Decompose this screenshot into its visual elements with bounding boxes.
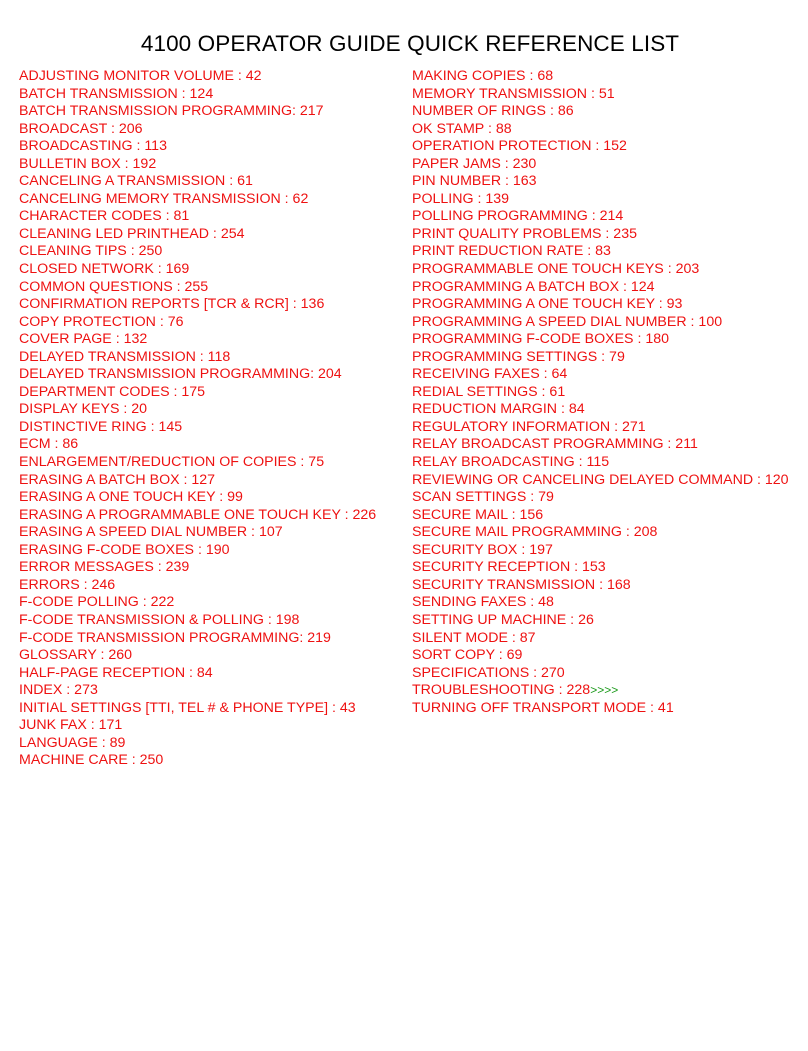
index-entry-link[interactable]: [19, 612, 376, 630]
index-entry-link[interactable]: [412, 173, 789, 191]
index-entry-label: ADJUSTING MONITOR VOLUME : 42: [19, 68, 262, 84]
index-entry-link[interactable]: [412, 489, 789, 507]
index-entry-link[interactable]: [19, 559, 376, 577]
index-entry-label: COMMON QUESTIONS : 255: [19, 278, 209, 295]
index-entry-link[interactable]: [412, 191, 789, 209]
index-entry-label: PROGRAMMING F-CODE BOXES : 180: [412, 331, 669, 348]
index-entry-label: ERROR MESSAGES : 239: [19, 559, 190, 576]
index-entry-link[interactable]: [412, 86, 789, 104]
index-entry-label: MAKING COPIES : 68: [412, 68, 554, 84]
index-entry-link[interactable]: [19, 384, 376, 402]
index-entry-label: POLLING : 139: [412, 190, 509, 207]
index-entry-link[interactable]: [19, 665, 376, 683]
index-entry-label: RELAY BROADCAST PROGRAMMING : 211: [412, 436, 698, 453]
index-entry-label: COPY PROTECTION : 76: [19, 313, 184, 330]
index-entry-label: DISPLAY KEYS : 20: [19, 401, 148, 418]
index-entry-link[interactable]: [19, 226, 376, 244]
left-index-column: [19, 68, 376, 770]
index-entry-label: CANCELING A TRANSMISSION : 61: [19, 173, 253, 190]
index-entry-label: TURNING OFF TRANSPORT MODE : 41: [412, 699, 674, 716]
index-entry-label: OK STAMP : 88: [412, 120, 512, 137]
index-entry-link[interactable]: [412, 121, 789, 139]
index-entry-link[interactable]: [412, 261, 789, 279]
index-entry-link[interactable]: [19, 577, 376, 595]
index-entry-label: OPERATION PROTECTION : 152: [412, 138, 627, 155]
index-entry-link[interactable]: [19, 138, 376, 156]
index-entry-label: PROGRAMMING A ONE TOUCH KEY : 93: [412, 296, 683, 313]
index-entry-label: SCAN SETTINGS : 79: [412, 489, 554, 506]
index-entry-link[interactable]: [412, 68, 789, 86]
index-entry-link[interactable]: [412, 524, 789, 542]
index-entry-label: PROGRAMMING SETTINGS : 79: [412, 348, 625, 365]
index-entry-label: ERASING A BATCH BOX : 127: [19, 471, 216, 488]
index-entry-label: REDUCTION MARGIN : 84: [412, 401, 585, 418]
index-entry-link[interactable]: [19, 735, 376, 753]
index-entry-label: LANGUAGE : 89: [19, 734, 126, 751]
index-entry-link[interactable]: [19, 419, 376, 437]
index-entry-label: RELAY BROADCASTING : 115: [412, 454, 610, 471]
index-entry-label: CLEANING TIPS : 250: [19, 243, 163, 260]
index-entry-link[interactable]: [19, 542, 376, 560]
index-entry-link[interactable]: [412, 314, 789, 332]
index-entry-label: POLLING PROGRAMMING : 214: [412, 208, 624, 225]
index-entry-label: TROUBLESHOOTING : 228: [412, 682, 591, 699]
index-entry-link[interactable]: [19, 454, 376, 472]
index-entry-link[interactable]: [19, 401, 376, 419]
index-entry-label: F-CODE TRANSMISSION PROGRAMMING: 219: [19, 629, 331, 646]
index-entry-label: DISTINCTIVE RING : 145: [19, 418, 183, 435]
index-entry-link[interactable]: [412, 401, 789, 419]
right-index-column: [412, 68, 789, 717]
index-entry-link[interactable]: [19, 472, 376, 490]
index-entry-link[interactable]: [412, 296, 789, 314]
index-entry-link[interactable]: [412, 612, 789, 630]
index-entry-link[interactable]: [412, 665, 789, 683]
index-entry-link[interactable]: [412, 279, 789, 297]
index-entry-link[interactable]: [19, 296, 376, 314]
index-entry-link[interactable]: [412, 542, 789, 560]
index-entry-label: HALF-PAGE RECEPTION : 84: [19, 664, 213, 681]
page-title: 4100 OPERATOR GUIDE QUICK REFERENCE LIST: [140, 31, 680, 56]
index-entry-link[interactable]: [412, 138, 789, 156]
index-entry-label: ERRORS : 246: [19, 576, 116, 593]
index-entry-link[interactable]: [412, 156, 789, 174]
index-entry-label: SECURE MAIL : 156: [412, 506, 544, 523]
index-entry-label: NUMBER OF RINGS : 86: [412, 103, 574, 120]
index-entry-link[interactable]: [412, 331, 789, 349]
index-entry-link[interactable]: [19, 173, 376, 191]
index-entry-label: F-CODE TRANSMISSION & POLLING : 198: [19, 611, 300, 628]
index-entry-label: CHARACTER CODES : 81: [19, 208, 190, 225]
index-entry-label: REVIEWING OR CANCELING DELAYED COMMAND : 120: [412, 471, 789, 488]
index-entry-label: GLOSSARY : 260: [19, 647, 133, 664]
index-entry-link[interactable]: [19, 243, 376, 261]
index-entry-link[interactable]: [412, 454, 789, 472]
index-entry-link[interactable]: [19, 594, 376, 612]
index-entry-link[interactable]: [19, 647, 376, 665]
index-entry-label: CLEANING LED PRINTHEAD : 254: [19, 225, 245, 242]
index-entry-link[interactable]: [19, 682, 376, 700]
index-entry-link[interactable]: [19, 121, 376, 139]
index-entry-link[interactable]: [412, 349, 789, 367]
index-entry-link[interactable]: [19, 68, 376, 86]
index-entry-link[interactable]: [19, 86, 376, 104]
index-entry-link[interactable]: [19, 366, 376, 384]
index-entry-label: F-CODE POLLING : 222: [19, 594, 175, 611]
index-entry-label: BATCH TRANSMISSION : 124: [19, 85, 214, 102]
index-entry-link[interactable]: [19, 314, 376, 332]
index-entry-label: PIN NUMBER : 163: [412, 173, 537, 190]
index-entry-link[interactable]: [412, 647, 789, 665]
index-entry-label: ENLARGEMENT/REDUCTION OF COPIES : 75: [19, 454, 325, 471]
index-entry-link[interactable]: [412, 559, 789, 577]
index-entry-label: PROGRAMMING A SPEED DIAL NUMBER : 100: [412, 313, 723, 330]
index-entry-label: ERASING F-CODE BOXES : 190: [19, 541, 230, 558]
index-entry-link[interactable]: [19, 489, 376, 507]
index-entry-label: BROADCAST : 206: [19, 120, 143, 137]
index-entry-label: SILENT MODE : 87: [412, 629, 536, 646]
index-entry-link[interactable]: [412, 700, 789, 718]
index-entry-link[interactable]: [19, 156, 376, 174]
index-entry-label: BROADCASTING : 113: [19, 138, 167, 155]
index-entry-link[interactable]: [412, 243, 789, 261]
index-entry-label: PROGRAMMABLE ONE TOUCH KEYS : 203: [412, 261, 700, 278]
more-arrows-link[interactable]: >>>>: [590, 683, 619, 698]
index-entry-label: CANCELING MEMORY TRANSMISSION : 62: [19, 190, 309, 207]
index-entry-label: DEPARTMENT CODES : 175: [19, 383, 206, 400]
index-entry-label: COVER PAGE : 132: [19, 331, 148, 348]
index-entry-label: INITIAL SETTINGS [TTI, TEL # & PHONE TYPE] : 43: [19, 699, 356, 716]
index-entry-label: SECURE MAIL PROGRAMMING : 208: [412, 524, 658, 541]
index-entry-label: SENDING FAXES : 48: [412, 594, 554, 611]
index-entry-link[interactable]: [412, 366, 789, 384]
index-entry-label: ERASING A PROGRAMMABLE ONE TOUCH KEY : 226: [19, 506, 377, 523]
index-entry-link[interactable]: [412, 419, 789, 437]
index-entry-link[interactable]: [412, 594, 789, 612]
index-entry-link[interactable]: [412, 384, 789, 402]
index-entry-label: REDIAL SETTINGS : 61: [412, 383, 566, 400]
index-entry-link[interactable]: [412, 630, 789, 648]
index-entry-label: SECURITY RECEPTION : 153: [412, 559, 606, 576]
index-entry-link[interactable]: [19, 524, 376, 542]
index-entry-link[interactable]: [19, 630, 376, 648]
index-entry-label: CONFIRMATION REPORTS [TCR & RCR] : 136: [19, 296, 325, 313]
index-entry-link[interactable]: [19, 436, 376, 454]
index-entry-label: SETTING UP MACHINE : 26: [412, 611, 594, 628]
index-entry-label: BATCH TRANSMISSION PROGRAMMING: 217: [19, 103, 324, 120]
index-entry-link[interactable]: [412, 226, 789, 244]
index-entry-label: SECURITY TRANSMISSION : 168: [412, 576, 631, 593]
index-entry-label: MEMORY TRANSMISSION : 51: [412, 85, 615, 102]
index-entry-label: ERASING A ONE TOUCH KEY : 99: [19, 489, 243, 506]
index-entry-label: SECURITY BOX : 197: [412, 541, 553, 558]
index-entry-label: MACHINE CARE : 250: [19, 752, 164, 769]
index-entry-label: JUNK FAX : 171: [19, 717, 123, 734]
index-entry-link[interactable]: [412, 472, 789, 490]
index-entry-label: PRINT QUALITY PROBLEMS : 235: [412, 225, 637, 242]
index-entry-link[interactable]: [412, 103, 789, 121]
index-entry-label: SORT COPY : 69: [412, 647, 523, 664]
index-entry-link[interactable]: [19, 349, 376, 367]
index-entry-link[interactable]: [19, 752, 376, 770]
index-entry-label: ECM : 86: [19, 436, 79, 453]
index-entry-label: REGULATORY INFORMATION : 271: [412, 418, 646, 435]
index-entry-link[interactable]: [19, 331, 376, 349]
index-entry-label: ERASING A SPEED DIAL NUMBER : 107: [19, 524, 283, 541]
index-entry-link[interactable]: [19, 103, 376, 121]
index-entry-label: RECEIVING FAXES : 64: [412, 366, 568, 383]
index-entry-link[interactable]: [19, 717, 376, 735]
index-entry-link[interactable]: [412, 507, 789, 525]
index-entry-link[interactable]: [19, 507, 376, 525]
index-entry-link[interactable]: [412, 577, 789, 595]
index-entry-link[interactable]: [19, 261, 376, 279]
index-entry-label: SPECIFICATIONS : 270: [412, 664, 565, 681]
index-entry-link[interactable]: [19, 279, 376, 297]
index-entry-label: CLOSED NETWORK : 169: [19, 261, 190, 278]
index-entry-label: INDEX : 273: [19, 682, 98, 699]
index-entry-link[interactable]: [412, 208, 789, 226]
index-entry-label: PROGRAMMING A BATCH BOX : 124: [412, 278, 655, 295]
index-entry-link[interactable]: [412, 682, 789, 700]
index-entry-label: PAPER JAMS : 230: [412, 155, 537, 172]
index-entry-label: DELAYED TRANSMISSION : 118: [19, 348, 231, 365]
index-entry-link[interactable]: [19, 700, 376, 718]
index-entry-label: BULLETIN BOX : 192: [19, 155, 157, 172]
index-entry-link[interactable]: [19, 208, 376, 226]
index-entry-link[interactable]: [412, 436, 789, 454]
index-entry-link[interactable]: [19, 191, 376, 209]
index-entry-label: PRINT REDUCTION RATE : 83: [412, 243, 611, 260]
index-entry-label: DELAYED TRANSMISSION PROGRAMMING: 204: [19, 366, 342, 383]
